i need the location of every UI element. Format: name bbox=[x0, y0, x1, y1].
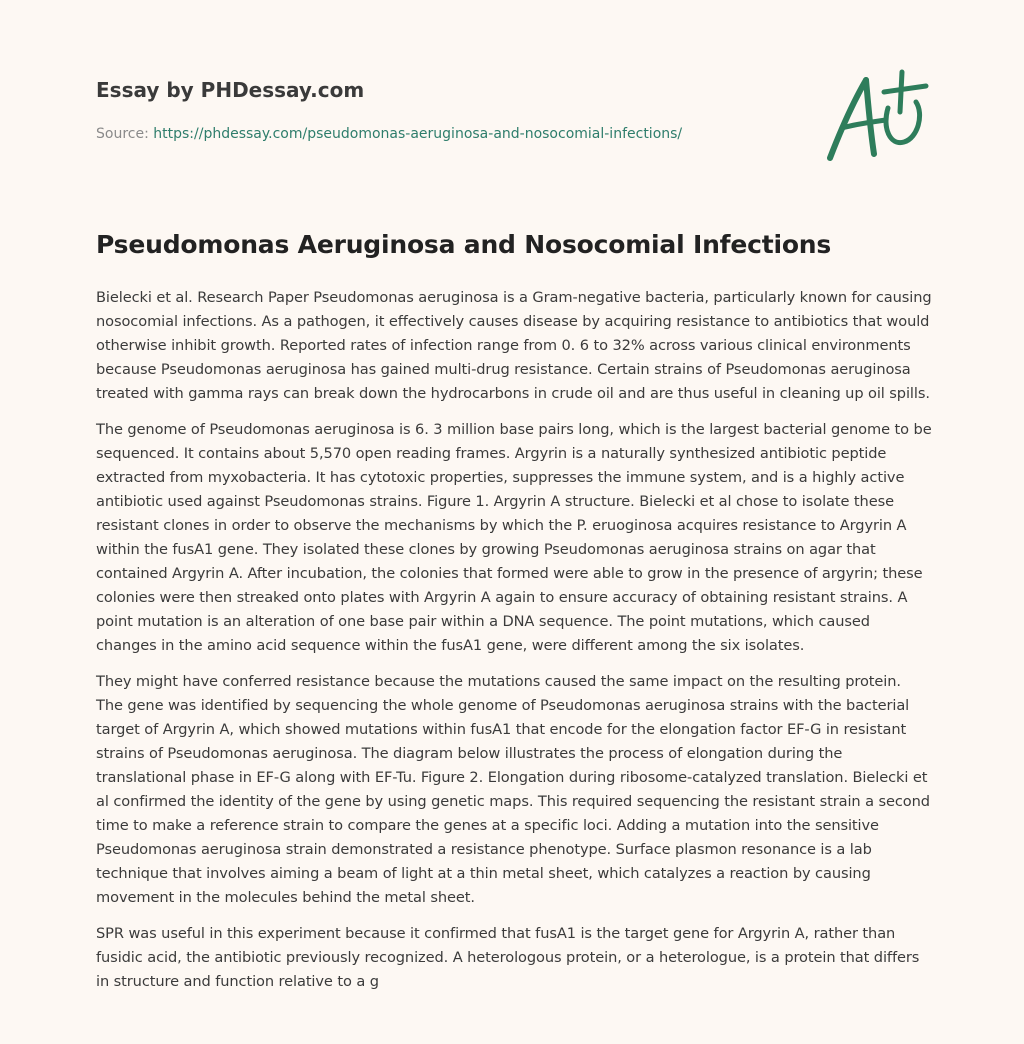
paragraph-4: SPR was useful in this experiment because it confirmed that fusA1 is the target gene for Argyrin A, rather than fusidic acid, the antibiotic previously recognized. A heterologous protein, or a heterologue, is a protein that differs in structure and function relative to a g bbox=[96, 925, 920, 990]
site-brand: Essay by PHDessay.com bbox=[96, 78, 365, 102]
paragraph-1: Bielecki et al. Research Paper Pseudomonas aeruginosa is a Gram-negative bacteria, particularly known for causing nosocomial infections. As a pathogen, it effectively causes disease by acquiring resistance to antibiotics that would otherwise inhibit growth. Reported rates of infection range from 0. 6 to 32% across various clinical environments because Pseudomonas aeruginosa has gained multi-drug resistance. Certain strains of Pseudomonas aeruginosa treated with gamma rays can break down the hydrocarbons in crude oil and are thus useful in cleaning up oil spills. bbox=[96, 289, 932, 402]
paragraph-2: The genome of Pseudomonas aeruginosa is 6. 3 million base pairs long, which is the largest bacterial genome to be sequenced. It contains about 5,570 open reading frames. Argyrin is a naturally synthesized antibiotic peptide extracted from myxobacteria. It has cytotoxic properties, suppresses the immune system, and is a highly active antibiotic used against Pseudomonas strains. Figure 1. Argyrin A structure. Bielecki et al chose to isolate these resistant clones in order to observe the mechanisms by which the P. eruoginosa acquires resistance to Argyrin A within the fusA1 gene. They isolated these clones by growing Pseudomonas aeruginosa strains on agar that contained Argyrin A. After incubation, the colonies that formed were able to grow in the presence of argyrin; these colonies were then streaked onto plates with Argyrin A again to ensure accuracy of obtaining resistant strains. A point mutation is an alteration of one base pair within a DNA sequence. The point mutations, which caused changes in the amino acid sequence within the fusA1 gene, were different among the six isolates. bbox=[96, 421, 932, 654]
article-body bbox=[96, 286, 932, 1006]
page-header bbox=[96, 76, 796, 144]
paragraph-3: They might have conferred resistance because the mutations caused the same impact on the resulting protein. The gene was identified by sequencing the whole genome of Pseudomonas aeruginosa strains with the bacterial target of Argyrin A, which showed mutations within fusA1 that encode for the elongation factor EF-G in resistant strains of Pseudomonas aeruginosa. The diagram below illustrates the process of elongation during the translational phase in EF-G along with EF-Tu. Figure 2. Elongation during ribosome-catalyzed translation. Bielecki et al confirmed the identity of the gene by using genetic maps. This required sequencing the resistant strain a second time to make a reference strain to compare the genes at a specific loci. Adding a mutation into the sensitive Pseudomonas aeruginosa strain demonstrated a resistance phenotype. Surface plasmon resonance is a lab technique that involves aiming a beam of light at a thin metal sheet, which catalyzes a reaction by causing movement in the molecules behind the metal sheet. bbox=[96, 673, 930, 906]
source-label: Source: bbox=[96, 126, 149, 142]
source-link[interactable]: https://phdessay.com/pseudomonas-aeruginosa-and-nosocomial-infections/ bbox=[153, 126, 683, 142]
source-line bbox=[96, 124, 796, 144]
a-plus-grade-icon bbox=[820, 66, 930, 166]
article-title: Pseudomonas Aeruginosa and Nosocomial Infections bbox=[96, 230, 832, 259]
